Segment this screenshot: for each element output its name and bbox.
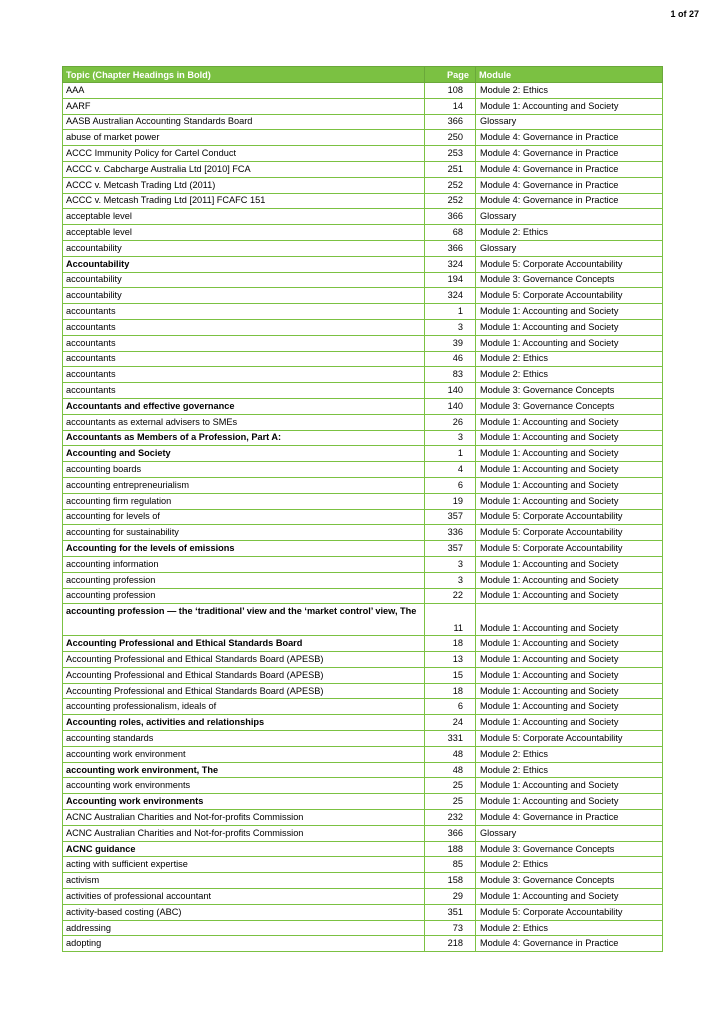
table-row bbox=[63, 572, 663, 588]
module-cell: Module 3: Governance Concepts bbox=[476, 873, 663, 889]
page-cell: 73 bbox=[425, 920, 476, 936]
table-row bbox=[63, 209, 663, 225]
table-row bbox=[63, 746, 663, 762]
topic-cell: accountants bbox=[63, 319, 425, 335]
module-cell: Module 1: Accounting and Society bbox=[476, 652, 663, 668]
table-row bbox=[63, 114, 663, 130]
module-cell: Module 4: Governance in Practice bbox=[476, 161, 663, 177]
page-cell: 252 bbox=[425, 193, 476, 209]
table-row bbox=[63, 146, 663, 162]
page-cell: 3 bbox=[425, 319, 476, 335]
topic-cell: accounting professionalism, ideals of bbox=[63, 699, 425, 715]
topic-cell: activity-based costing (ABC) bbox=[63, 904, 425, 920]
module-cell: Module 1: Accounting and Society bbox=[476, 572, 663, 588]
module-cell: Module 2: Ethics bbox=[476, 920, 663, 936]
module-cell: Module 4: Governance in Practice bbox=[476, 193, 663, 209]
topic-cell: accounting entrepreneurialism bbox=[63, 477, 425, 493]
module-cell: Module 2: Ethics bbox=[476, 367, 663, 383]
module-cell: Module 2: Ethics bbox=[476, 746, 663, 762]
table-row bbox=[63, 161, 663, 177]
table-row bbox=[63, 588, 663, 604]
module-cell: Module 1: Accounting and Society bbox=[476, 699, 663, 715]
page-cell: 324 bbox=[425, 256, 476, 272]
module-cell: Module 1: Accounting and Society bbox=[476, 683, 663, 699]
module-cell: Glossary bbox=[476, 240, 663, 256]
topic-cell: accounting for sustainability bbox=[63, 525, 425, 541]
table-row bbox=[63, 98, 663, 114]
table-body bbox=[63, 83, 663, 952]
table-row bbox=[63, 652, 663, 668]
table-row bbox=[63, 177, 663, 193]
module-cell: Module 2: Ethics bbox=[476, 351, 663, 367]
page-cell: 6 bbox=[425, 699, 476, 715]
page-cell: 351 bbox=[425, 904, 476, 920]
table-row bbox=[63, 414, 663, 430]
table-row bbox=[63, 715, 663, 731]
page-cell: 11 bbox=[425, 604, 476, 636]
module-cell: Module 3: Governance Concepts bbox=[476, 398, 663, 414]
topic-cell: adopting bbox=[63, 936, 425, 952]
table-row bbox=[63, 398, 663, 414]
table-row bbox=[63, 841, 663, 857]
table-row bbox=[63, 367, 663, 383]
topic-cell: acting with sufficient expertise bbox=[63, 857, 425, 873]
module-cell: Module 1: Accounting and Society bbox=[476, 477, 663, 493]
topic-cell: accountants bbox=[63, 335, 425, 351]
module-column-header: Module bbox=[476, 67, 663, 83]
topic-cell: accounting work environments bbox=[63, 778, 425, 794]
page-cell: 3 bbox=[425, 430, 476, 446]
page-cell: 158 bbox=[425, 873, 476, 889]
page-cell: 13 bbox=[425, 652, 476, 668]
topic-cell: AARF bbox=[63, 98, 425, 114]
index-table bbox=[62, 66, 663, 952]
page-cell: 26 bbox=[425, 414, 476, 430]
module-cell: Module 5: Corporate Accountability bbox=[476, 509, 663, 525]
page-cell: 336 bbox=[425, 525, 476, 541]
module-cell: Module 1: Accounting and Society bbox=[476, 446, 663, 462]
module-cell: Module 5: Corporate Accountability bbox=[476, 525, 663, 541]
module-cell: Module 1: Accounting and Society bbox=[476, 304, 663, 320]
module-cell: Module 1: Accounting and Society bbox=[476, 636, 663, 652]
page-cell: 85 bbox=[425, 857, 476, 873]
table-row bbox=[63, 556, 663, 572]
table-row bbox=[63, 683, 663, 699]
module-cell: Module 1: Accounting and Society bbox=[476, 604, 663, 636]
page-cell: 18 bbox=[425, 636, 476, 652]
topic-cell: accountability bbox=[63, 240, 425, 256]
topic-cell: ACCC Immunity Policy for Cartel Conduct bbox=[63, 146, 425, 162]
module-cell: Module 5: Corporate Accountability bbox=[476, 904, 663, 920]
topic-cell: Accountability bbox=[63, 256, 425, 272]
table-row bbox=[63, 430, 663, 446]
page-indicator: 1 of 27 bbox=[670, 9, 699, 19]
module-cell: Module 2: Ethics bbox=[476, 225, 663, 241]
topic-column-header: Topic (Chapter Headings in Bold) bbox=[63, 67, 425, 83]
page-cell: 39 bbox=[425, 335, 476, 351]
page-cell: 188 bbox=[425, 841, 476, 857]
module-cell: Module 1: Accounting and Society bbox=[476, 588, 663, 604]
page-cell: 48 bbox=[425, 746, 476, 762]
page-cell: 1 bbox=[425, 446, 476, 462]
page-cell: 357 bbox=[425, 541, 476, 557]
page-cell: 3 bbox=[425, 572, 476, 588]
page-cell: 366 bbox=[425, 114, 476, 130]
topic-cell: ACNC Australian Charities and Not-for-profits Commission bbox=[63, 825, 425, 841]
page-cell: 366 bbox=[425, 240, 476, 256]
table-row bbox=[63, 667, 663, 683]
topic-cell: ACCC v. Metcash Trading Ltd (2011) bbox=[63, 177, 425, 193]
topic-cell: acceptable level bbox=[63, 225, 425, 241]
page-cell: 14 bbox=[425, 98, 476, 114]
page-cell: 366 bbox=[425, 209, 476, 225]
page-cell: 48 bbox=[425, 762, 476, 778]
page-cell: 25 bbox=[425, 794, 476, 810]
module-cell: Module 1: Accounting and Society bbox=[476, 414, 663, 430]
module-cell: Module 1: Accounting and Society bbox=[476, 98, 663, 114]
table-row bbox=[63, 304, 663, 320]
module-cell: Module 1: Accounting and Society bbox=[476, 319, 663, 335]
topic-cell: Accounting and Society bbox=[63, 446, 425, 462]
page-cell: 22 bbox=[425, 588, 476, 604]
page-cell: 46 bbox=[425, 351, 476, 367]
module-cell: Module 2: Ethics bbox=[476, 857, 663, 873]
page-cell: 19 bbox=[425, 493, 476, 509]
table-row bbox=[63, 857, 663, 873]
module-cell: Module 1: Accounting and Society bbox=[476, 335, 663, 351]
module-cell: Glossary bbox=[476, 825, 663, 841]
module-cell: Module 5: Corporate Accountability bbox=[476, 731, 663, 747]
module-cell: Module 4: Governance in Practice bbox=[476, 130, 663, 146]
topic-cell: abuse of market power bbox=[63, 130, 425, 146]
page-cell: 366 bbox=[425, 825, 476, 841]
topic-cell: accounting profession bbox=[63, 588, 425, 604]
topic-cell: Accounting work environments bbox=[63, 794, 425, 810]
topic-cell: activism bbox=[63, 873, 425, 889]
table-row bbox=[63, 319, 663, 335]
table-row bbox=[63, 335, 663, 351]
module-cell: Module 5: Corporate Accountability bbox=[476, 541, 663, 557]
table-row bbox=[63, 446, 663, 462]
page-column-header: Page bbox=[425, 67, 476, 83]
topic-cell: accountants bbox=[63, 383, 425, 399]
topic-cell: Accounting Professional and Ethical Standards Board bbox=[63, 636, 425, 652]
table-row bbox=[63, 272, 663, 288]
table-row bbox=[63, 383, 663, 399]
topic-cell: accounting work environment, The bbox=[63, 762, 425, 778]
topic-cell: ACCC v. Metcash Trading Ltd [2011] FCAFC 151 bbox=[63, 193, 425, 209]
module-cell: Module 4: Governance in Practice bbox=[476, 146, 663, 162]
topic-cell: ACNC guidance bbox=[63, 841, 425, 857]
page-cell: 6 bbox=[425, 477, 476, 493]
module-cell: Module 5: Corporate Accountability bbox=[476, 256, 663, 272]
page-cell: 253 bbox=[425, 146, 476, 162]
page-cell: 4 bbox=[425, 462, 476, 478]
page-cell: 29 bbox=[425, 889, 476, 905]
table-row bbox=[63, 240, 663, 256]
table-row bbox=[63, 493, 663, 509]
page-cell: 252 bbox=[425, 177, 476, 193]
topic-cell: accounting standards bbox=[63, 731, 425, 747]
topic-cell: Accounting roles, activities and relationships bbox=[63, 715, 425, 731]
module-cell: Module 4: Governance in Practice bbox=[476, 936, 663, 952]
topic-cell: accountants as external advisers to SMEs bbox=[63, 414, 425, 430]
topic-cell: accounting work environment bbox=[63, 746, 425, 762]
topic-cell: AASB Australian Accounting Standards Board bbox=[63, 114, 425, 130]
table-row bbox=[63, 936, 663, 952]
topic-cell: Accounting Professional and Ethical Standards Board (APESB) bbox=[63, 683, 425, 699]
table-row bbox=[63, 604, 663, 636]
module-cell: Module 5: Corporate Accountability bbox=[476, 288, 663, 304]
page-cell: 251 bbox=[425, 161, 476, 177]
table-row bbox=[63, 351, 663, 367]
module-cell: Module 3: Governance Concepts bbox=[476, 272, 663, 288]
module-cell: Module 3: Governance Concepts bbox=[476, 383, 663, 399]
module-cell: Module 3: Governance Concepts bbox=[476, 841, 663, 857]
module-cell: Module 1: Accounting and Society bbox=[476, 462, 663, 478]
module-cell: Module 1: Accounting and Society bbox=[476, 778, 663, 794]
module-cell: Glossary bbox=[476, 209, 663, 225]
table-row bbox=[63, 477, 663, 493]
page-cell: 324 bbox=[425, 288, 476, 304]
topic-cell: ACCC v. Cabcharge Australia Ltd [2010] FCA bbox=[63, 161, 425, 177]
table-row bbox=[63, 904, 663, 920]
page-cell: 108 bbox=[425, 83, 476, 99]
table-row bbox=[63, 873, 663, 889]
page-cell: 194 bbox=[425, 272, 476, 288]
table-row bbox=[63, 193, 663, 209]
page-cell: 24 bbox=[425, 715, 476, 731]
module-cell: Module 4: Governance in Practice bbox=[476, 810, 663, 826]
table-row bbox=[63, 778, 663, 794]
module-cell: Module 1: Accounting and Society bbox=[476, 794, 663, 810]
module-cell: Module 1: Accounting and Society bbox=[476, 667, 663, 683]
module-cell: Module 1: Accounting and Society bbox=[476, 493, 663, 509]
table-row bbox=[63, 794, 663, 810]
topic-cell: accounting boards bbox=[63, 462, 425, 478]
table-row bbox=[63, 462, 663, 478]
table-row bbox=[63, 825, 663, 841]
page-cell: 250 bbox=[425, 130, 476, 146]
page-cell: 140 bbox=[425, 383, 476, 399]
page-cell: 68 bbox=[425, 225, 476, 241]
topic-cell: accountability bbox=[63, 288, 425, 304]
topic-cell: accounting profession bbox=[63, 572, 425, 588]
topic-cell: Accounting Professional and Ethical Standards Board (APESB) bbox=[63, 667, 425, 683]
page-cell: 357 bbox=[425, 509, 476, 525]
module-cell: Module 1: Accounting and Society bbox=[476, 430, 663, 446]
table-row bbox=[63, 509, 663, 525]
topic-cell: accountability bbox=[63, 272, 425, 288]
topic-cell: Accountants as Members of a Profession, Part A: bbox=[63, 430, 425, 446]
topic-cell: Accounting for the levels of emissions bbox=[63, 541, 425, 557]
topic-cell: accounting firm regulation bbox=[63, 493, 425, 509]
page-cell: 1 bbox=[425, 304, 476, 320]
topic-cell: accounting information bbox=[63, 556, 425, 572]
page-cell: 218 bbox=[425, 936, 476, 952]
page-cell: 232 bbox=[425, 810, 476, 826]
table-row bbox=[63, 130, 663, 146]
page-cell: 83 bbox=[425, 367, 476, 383]
table-header-row bbox=[63, 67, 663, 83]
topic-cell: accountants bbox=[63, 367, 425, 383]
page-cell: 331 bbox=[425, 731, 476, 747]
topic-cell: AAA bbox=[63, 83, 425, 99]
module-cell: Glossary bbox=[476, 114, 663, 130]
page-cell: 25 bbox=[425, 778, 476, 794]
table-row bbox=[63, 525, 663, 541]
topic-cell: activities of professional accountant bbox=[63, 889, 425, 905]
page-cell: 3 bbox=[425, 556, 476, 572]
table-row bbox=[63, 83, 663, 99]
table-row bbox=[63, 920, 663, 936]
table-row bbox=[63, 256, 663, 272]
topic-cell: accounting for levels of bbox=[63, 509, 425, 525]
module-cell: Module 2: Ethics bbox=[476, 762, 663, 778]
module-cell: Module 2: Ethics bbox=[476, 83, 663, 99]
table-row bbox=[63, 699, 663, 715]
table-row bbox=[63, 731, 663, 747]
topic-cell: Accountants and effective governance bbox=[63, 398, 425, 414]
topic-cell: accountants bbox=[63, 351, 425, 367]
table-row bbox=[63, 762, 663, 778]
topic-cell: addressing bbox=[63, 920, 425, 936]
table-row bbox=[63, 541, 663, 557]
page-cell: 15 bbox=[425, 667, 476, 683]
table-row bbox=[63, 636, 663, 652]
table-row bbox=[63, 288, 663, 304]
topic-cell: Accounting Professional and Ethical Standards Board (APESB) bbox=[63, 652, 425, 668]
module-cell: Module 4: Governance in Practice bbox=[476, 177, 663, 193]
topic-cell: accountants bbox=[63, 304, 425, 320]
module-cell: Module 1: Accounting and Society bbox=[476, 556, 663, 572]
table-row bbox=[63, 810, 663, 826]
table-row bbox=[63, 225, 663, 241]
topic-cell: accounting profession — the ‘traditional’ view and the ‘market control’ view, The bbox=[63, 604, 425, 636]
topic-cell: ACNC Australian Charities and Not-for-profits Commission bbox=[63, 810, 425, 826]
table-row bbox=[63, 889, 663, 905]
module-cell: Module 1: Accounting and Society bbox=[476, 889, 663, 905]
topic-cell: acceptable level bbox=[63, 209, 425, 225]
page-cell: 18 bbox=[425, 683, 476, 699]
module-cell: Module 1: Accounting and Society bbox=[476, 715, 663, 731]
page-cell: 140 bbox=[425, 398, 476, 414]
